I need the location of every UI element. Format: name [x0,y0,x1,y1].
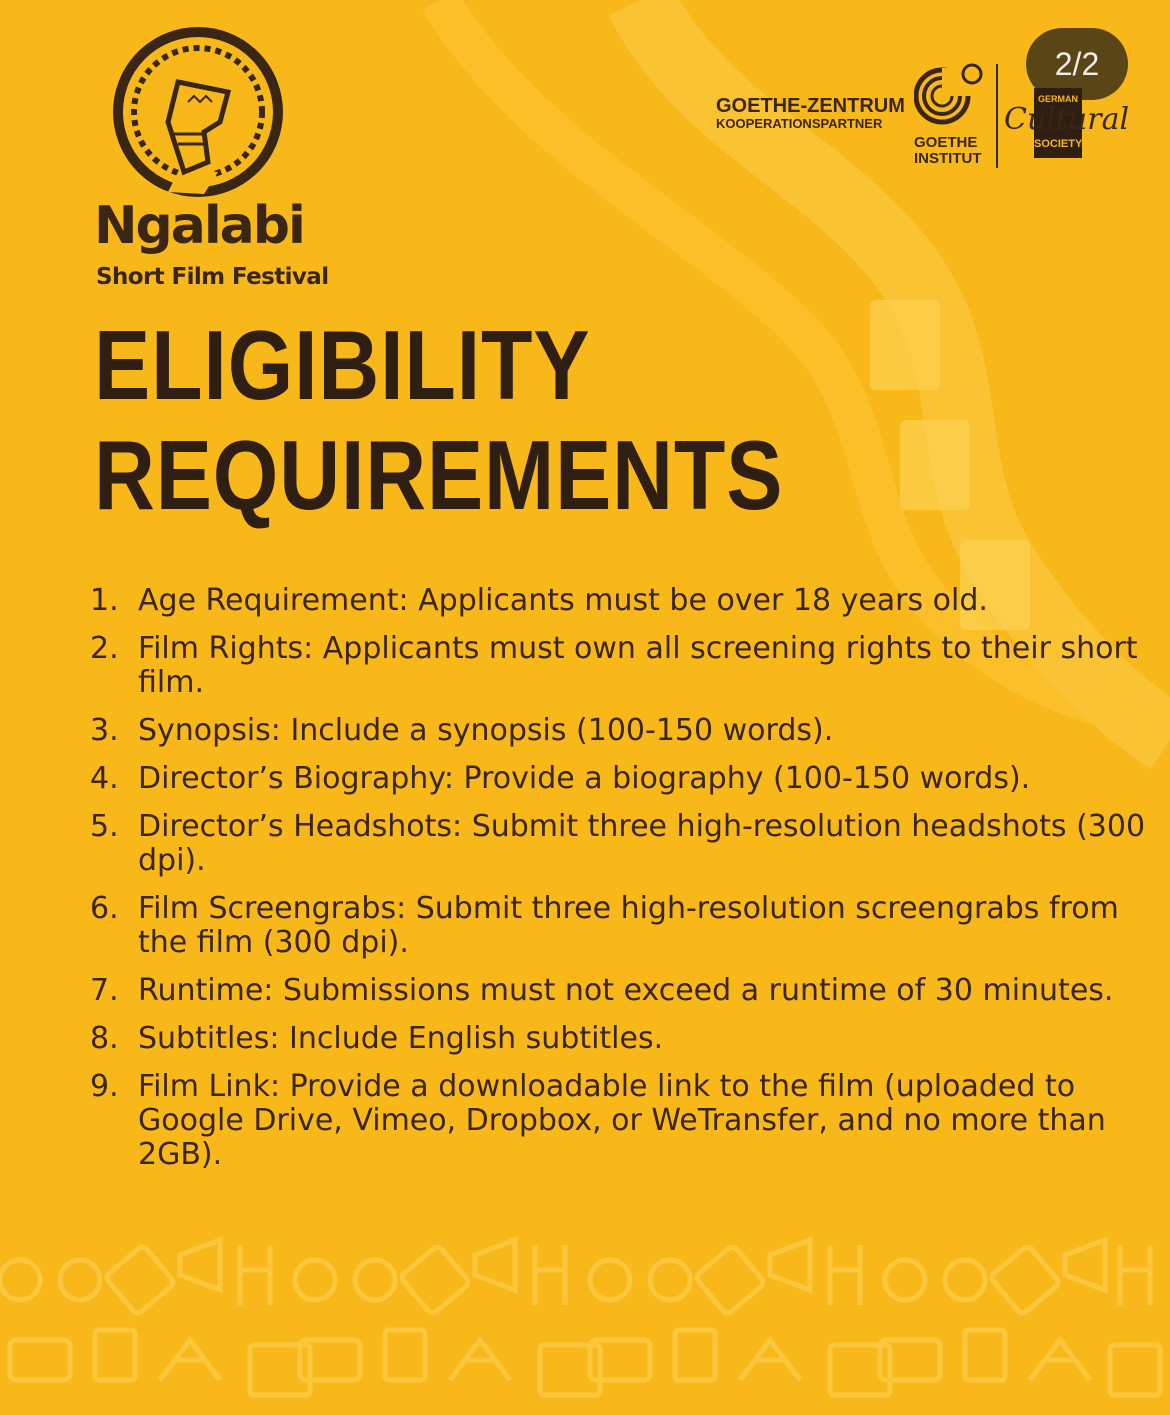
brand-name: Ngalabi [94,196,304,256]
partner-divider [996,64,998,168]
cultural-society-label: SOCIETY [1034,138,1083,150]
festival-logo-icon [108,22,288,202]
list-item [90,632,1150,700]
brand-subtitle: Short Film Festival [96,264,329,290]
goethe-kooperation-label: KOOPERATIONSPARTNER [716,116,883,131]
item-number: 1. [90,583,119,618]
cultural-top-label: GERMAN [1038,94,1078,104]
item-text: Film Screengrabs: Submit three high-resolution screengrabs from the film (300 dpi). [138,891,1119,960]
item-text: Synopsis: Include a synopsis (100-150 words). [138,713,834,748]
item-text: Film Rights: Applicants must own all screening rights to their short film. [138,631,1138,700]
page-title [94,310,783,530]
item-text: Director’s Biography: Provide a biography (100-150 words). [138,761,1031,796]
item-text: Director’s Headshots: Submit three high-resolution headshots (300 dpi). [138,809,1146,878]
list-item [90,810,1150,878]
film-icons-pattern-decoration [0,1230,1170,1415]
partner-logos [714,58,1130,178]
cultural-script-label: Cultural [1004,102,1130,137]
item-text: Runtime: Submissions must not exceed a runtime of 30 minutes. [138,973,1114,1008]
title-line-1: ELIGIBILITY [94,310,591,420]
goethe-institut-label: GOETHE INSTITUT [914,134,982,167]
list-item [90,1022,1150,1056]
item-number: 7. [90,973,119,1008]
item-number: 5. [90,809,119,844]
title-line-2: REQUIREMENTS [94,420,784,530]
list-item [90,762,1150,796]
list-item [90,714,1150,748]
goethe-institut-logo-icon [914,60,994,132]
item-text: Age Requirement: Applicants must be over 18 years old. [138,583,988,618]
item-text: Subtitles: Include English subtitles. [138,1021,664,1056]
list-item [90,974,1150,1008]
page-counter-badge: 2/2 [1026,28,1128,100]
item-number: 6. [90,891,119,926]
item-number: 3. [90,713,119,748]
goethe-zentrum-label: GOETHE-ZENTRUM [716,95,905,117]
item-number: 2. [90,631,119,666]
list-item [90,892,1150,960]
requirements-list [90,584,1150,1186]
item-text: Film Link: Provide a downloadable link to the film (uploaded to Google Drive, Vimeo, Dropbox, or WeTransfer, and no more than 2GB). [138,1069,1106,1172]
list-item [90,584,1150,618]
item-number: 4. [90,761,119,796]
list-item [90,1070,1150,1172]
item-number: 8. [90,1021,119,1056]
item-number: 9. [90,1069,119,1104]
